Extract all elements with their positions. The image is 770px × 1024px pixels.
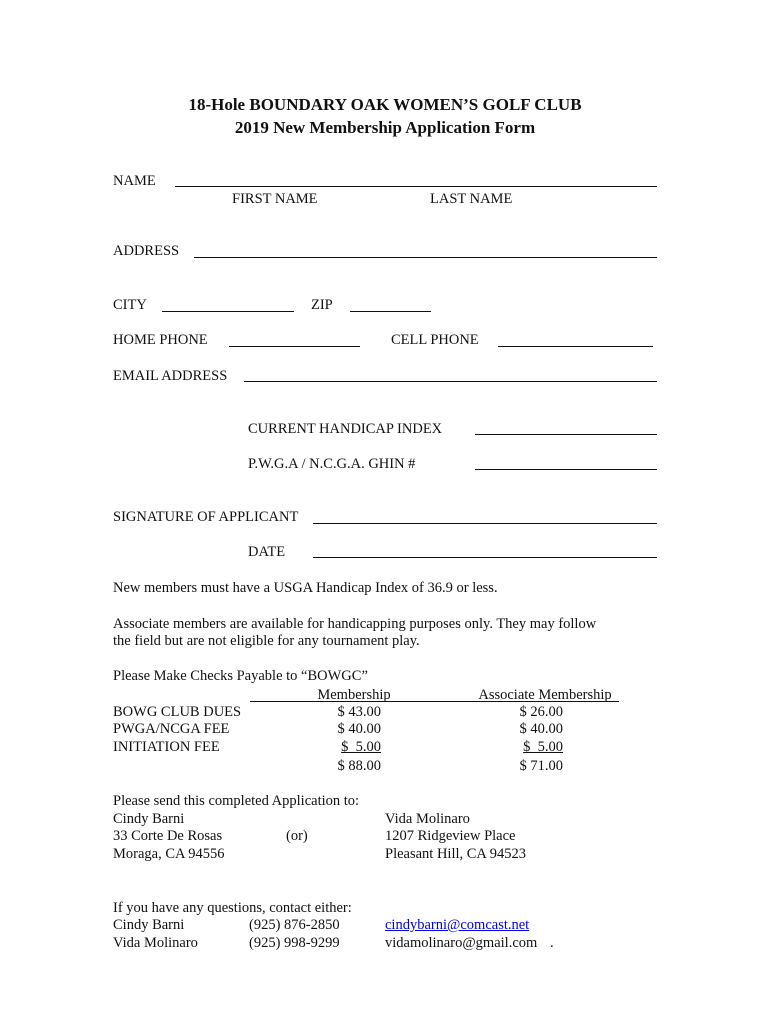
question-contact-name: Vida Molinaro bbox=[113, 935, 198, 951]
contact2-city: Pleasant Hill, CA 94523 bbox=[385, 846, 526, 862]
first-name-label: FIRST NAME bbox=[232, 191, 318, 207]
email-field[interactable] bbox=[244, 381, 657, 382]
signature-field[interactable] bbox=[313, 523, 657, 524]
handicap-label: CURRENT HANDICAP INDEX bbox=[248, 421, 443, 437]
fee-membership-value: $ 40.00 bbox=[337, 721, 381, 737]
address-label: ADDRESS bbox=[113, 243, 180, 259]
question-contact-phone: (925) 876-2850 bbox=[249, 917, 340, 933]
form-title: 18-Hole BOUNDARY OAK WOMEN’S GOLF CLUB bbox=[188, 95, 582, 114]
handicap-requirement-note: New members must have a USGA Handicap Index of 36.9 or less. bbox=[113, 580, 498, 596]
contact1-name: Cindy Barni bbox=[113, 811, 185, 827]
question-contact-name: Cindy Barni bbox=[113, 917, 185, 933]
payable-to-note: Please Make Checks Payable to “BOWGC” bbox=[113, 668, 368, 684]
fee-membership-value: $ 43.00 bbox=[337, 704, 381, 720]
ghin-field[interactable] bbox=[475, 469, 657, 470]
form-subtitle: 2019 New Membership Application Form bbox=[234, 118, 536, 137]
fee-associate-value: $ 40.00 bbox=[519, 721, 563, 737]
contact2-street: 1207 Ridgeview Place bbox=[385, 828, 516, 844]
associate-note-line2: the field but are not eligible for any tournament play. bbox=[113, 633, 420, 649]
fee-membership-value: $ 5.00 bbox=[341, 739, 381, 755]
contact2-name: Vida Molinaro bbox=[385, 811, 470, 827]
contact1-city: Moraga, CA 94556 bbox=[113, 846, 225, 862]
city-field[interactable] bbox=[162, 311, 294, 312]
name-field[interactable] bbox=[175, 186, 657, 187]
email-link[interactable]: cindybarni@comcast.net bbox=[385, 917, 530, 933]
date-label: DATE bbox=[248, 544, 286, 560]
date-field[interactable] bbox=[313, 557, 657, 558]
or-separator: (or) bbox=[286, 828, 308, 844]
questions-intro: If you have any questions, contact either: bbox=[113, 900, 352, 916]
home-phone-label: HOME PHONE bbox=[113, 332, 208, 348]
mailing-intro: Please send this completed Application to: bbox=[113, 793, 360, 809]
name-label: NAME bbox=[113, 173, 156, 189]
ghin-label: P.W.G.A / N.C.G.A. GHIN # bbox=[248, 456, 416, 472]
zip-label: ZIP bbox=[311, 297, 333, 313]
fee-row-label: BOWG CLUB DUES bbox=[113, 704, 242, 720]
associate-column-header: Associate Membership bbox=[478, 687, 612, 703]
zip-field[interactable] bbox=[350, 311, 431, 312]
signature-label: SIGNATURE OF APPLICANT bbox=[113, 509, 299, 525]
city-label: CITY bbox=[113, 297, 147, 313]
address-field[interactable] bbox=[194, 257, 657, 258]
last-name-label: LAST NAME bbox=[430, 191, 513, 207]
handicap-field[interactable] bbox=[475, 434, 657, 435]
fee-associate-value: $ 5.00 bbox=[523, 739, 563, 755]
question-contact-phone: (925) 998-9299 bbox=[249, 935, 340, 951]
fee-row-label: PWGA/NCGA FEE bbox=[113, 721, 230, 737]
question-contact-email: vidamolinaro@gmail.com bbox=[385, 935, 538, 951]
trailing-period: . bbox=[550, 935, 554, 951]
email-label: EMAIL ADDRESS bbox=[113, 368, 228, 384]
membership-column-header: Membership bbox=[317, 687, 391, 703]
fee-associate-value: $ 26.00 bbox=[519, 704, 563, 720]
associate-note-line1: Associate members are available for handicapping purposes only. They may follow bbox=[113, 616, 597, 632]
fee-row-label: INITIATION FEE bbox=[113, 739, 220, 755]
contact1-street: 33 Corte De Rosas bbox=[113, 828, 223, 844]
membership-total: $ 88.00 bbox=[337, 758, 381, 774]
cell-phone-label: CELL PHONE bbox=[391, 332, 479, 348]
associate-total: $ 71.00 bbox=[519, 758, 563, 774]
home-phone-field[interactable] bbox=[229, 346, 360, 347]
cell-phone-field[interactable] bbox=[498, 346, 653, 347]
